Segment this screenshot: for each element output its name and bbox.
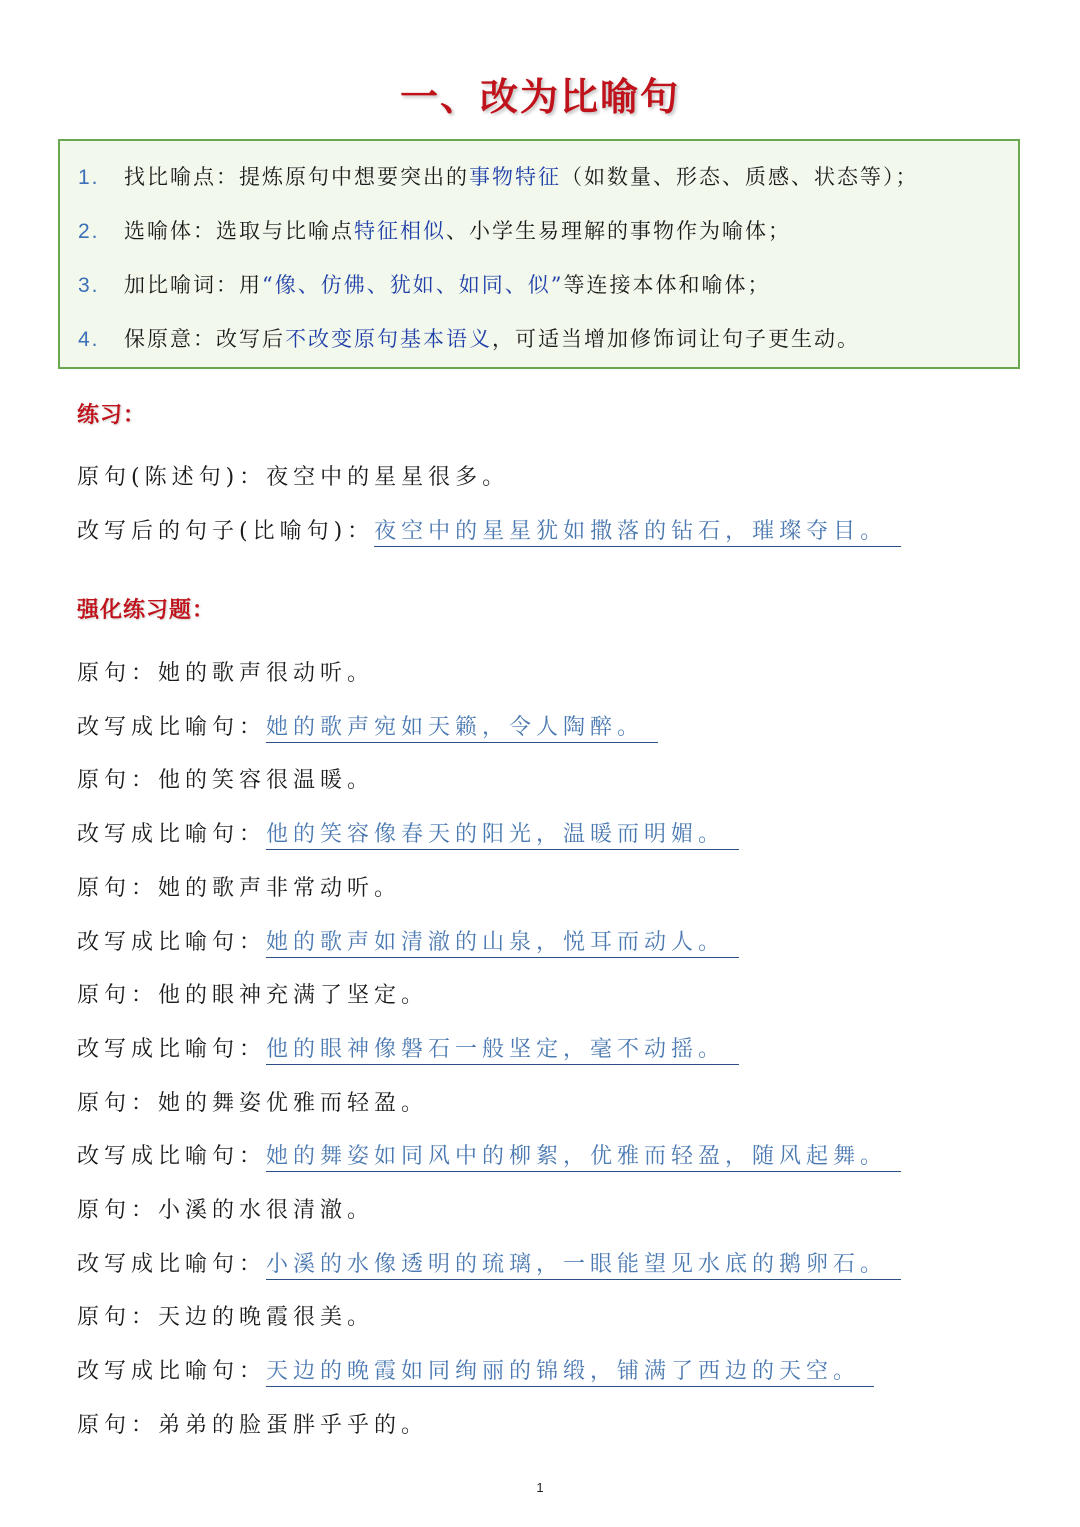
rewrite-label: 改写成比喻句： — [77, 1251, 267, 1277]
original-sentence: 夜空中的星星很多。 — [266, 465, 510, 490]
original-sentence: 弟弟的脸蛋胖乎乎的。 — [158, 1412, 429, 1438]
original-label: 原句： — [77, 1090, 159, 1116]
drill-original-row — [77, 874, 401, 904]
original-label: 原句： — [77, 1305, 159, 1331]
original-label: 原句(陈述句)： — [77, 465, 267, 490]
original-sentence: 她的歌声很动听。 — [158, 661, 375, 686]
original-label: 原句： — [77, 661, 159, 686]
original-sentence: 她的舞姿优雅而轻盈。 — [158, 1090, 429, 1116]
rewrite-label: 改写成比喻句： — [77, 1144, 267, 1170]
drill-original-row — [77, 1089, 428, 1119]
rewrite-answer: 小溪的水像透明的琉璃，一眼能望见水底的鹅卵石。 — [266, 1251, 901, 1280]
rewrite-label: 改写成比喻句： — [77, 822, 267, 848]
drill-original-row — [77, 1411, 428, 1441]
tip-text: 等连接本体和喻体； — [563, 273, 771, 297]
drill-rewrite-row — [77, 928, 739, 958]
original-sentence: 他的笑容很温暖。 — [158, 768, 375, 794]
rewrite-answer: 他的眼神像磐石一般坚定，毫不动摇。 — [266, 1036, 739, 1065]
rewrite-answer: 夜空中的星星犹如撒落的钻石，璀璨夺目。 — [374, 518, 901, 547]
tip-number: 3. — [78, 274, 100, 297]
tip-text: （如数量、形态、质感、状态等）； — [561, 165, 919, 189]
original-label: 原句： — [77, 1198, 159, 1223]
original-label: 原句： — [77, 875, 159, 901]
tip-item-2 — [78, 215, 791, 245]
rewrite-answer: 她的歌声宛如天籁，令人陶醉。 — [266, 714, 658, 743]
tip-text: 、小学生易理解的事物作为喻体； — [446, 219, 791, 243]
rewrite-label: 改写成比喻句： — [77, 1036, 267, 1062]
tip-number: 2. — [78, 220, 100, 243]
practice-original — [77, 463, 509, 493]
original-label: 原句： — [77, 1412, 159, 1438]
drill-original-row — [77, 981, 428, 1011]
practice-label: 练习： — [77, 402, 147, 428]
original-sentence: 小溪的水很清澈。 — [158, 1198, 375, 1223]
original-label: 原句： — [77, 983, 159, 1009]
original-sentence: 他的眼神充满了坚定。 — [158, 983, 429, 1009]
rewrite-label: 改写成比喻句： — [77, 929, 267, 955]
drill-original-row — [77, 766, 374, 796]
tips-box — [58, 139, 1020, 369]
tip-highlight: 不改变原句基本语义 — [285, 327, 492, 351]
drill-rewrite-row — [77, 820, 739, 850]
rewrite-answer: 天边的晚霞如同绚丽的锦缎，铺满了西边的天空。 — [266, 1358, 874, 1387]
page-title: 一、改为比喻句 — [399, 74, 680, 119]
tip-highlight: 特征相似 — [354, 219, 446, 243]
tip-text: 加比喻词：用 — [124, 273, 262, 297]
page-number: 1 — [536, 1480, 544, 1495]
tip-text: ，可适当增加修饰词让句子更生动。 — [492, 327, 860, 351]
tip-number: 1. — [78, 166, 100, 189]
drill-original-row — [77, 1303, 374, 1333]
drill-rewrite-row — [77, 713, 658, 743]
drill-rewrite-row — [77, 1357, 874, 1387]
drill-label: 强化练习题： — [77, 597, 216, 623]
rewrite-label: 改写后的句子(比喻句)： — [77, 519, 375, 544]
rewrite-label: 改写成比喻句： — [77, 1359, 267, 1385]
drill-original-row — [77, 1196, 374, 1226]
rewrite-label: 改写成比喻句： — [77, 714, 267, 740]
rewrite-answer: 她的舞姿如同风中的柳絮，优雅而轻盈，随风起舞。 — [266, 1143, 901, 1172]
tip-text: 选喻体：选取与比喻点 — [124, 219, 354, 243]
tip-text: 保原意：改写后 — [124, 327, 285, 351]
practice-rewrite — [77, 517, 901, 547]
rewrite-answer: 她的歌声如清澈的山泉，悦耳而动人。 — [266, 929, 739, 958]
tip-item-4 — [78, 323, 860, 353]
original-sentence: 她的歌声非常动听。 — [158, 875, 402, 901]
tip-highlight: 事物特征 — [469, 165, 561, 189]
original-sentence: 天边的晚霞很美。 — [158, 1305, 375, 1331]
drill-rewrite-row — [77, 1250, 901, 1280]
drill-original-row — [77, 659, 374, 689]
drill-rewrite-row — [77, 1035, 739, 1065]
original-label: 原句： — [77, 768, 159, 794]
tip-text: 找比喻点：提炼原句中想要突出的 — [124, 165, 469, 189]
rewrite-answer: 他的笑容像春天的阳光，温暖而明媚。 — [266, 821, 739, 850]
tip-highlight: “像、仿佛、犹如、如同、似” — [262, 273, 564, 297]
tip-item-1 — [78, 161, 919, 191]
tip-item-3 — [78, 269, 770, 299]
tip-number: 4. — [78, 328, 100, 351]
drill-rewrite-row — [77, 1142, 901, 1172]
